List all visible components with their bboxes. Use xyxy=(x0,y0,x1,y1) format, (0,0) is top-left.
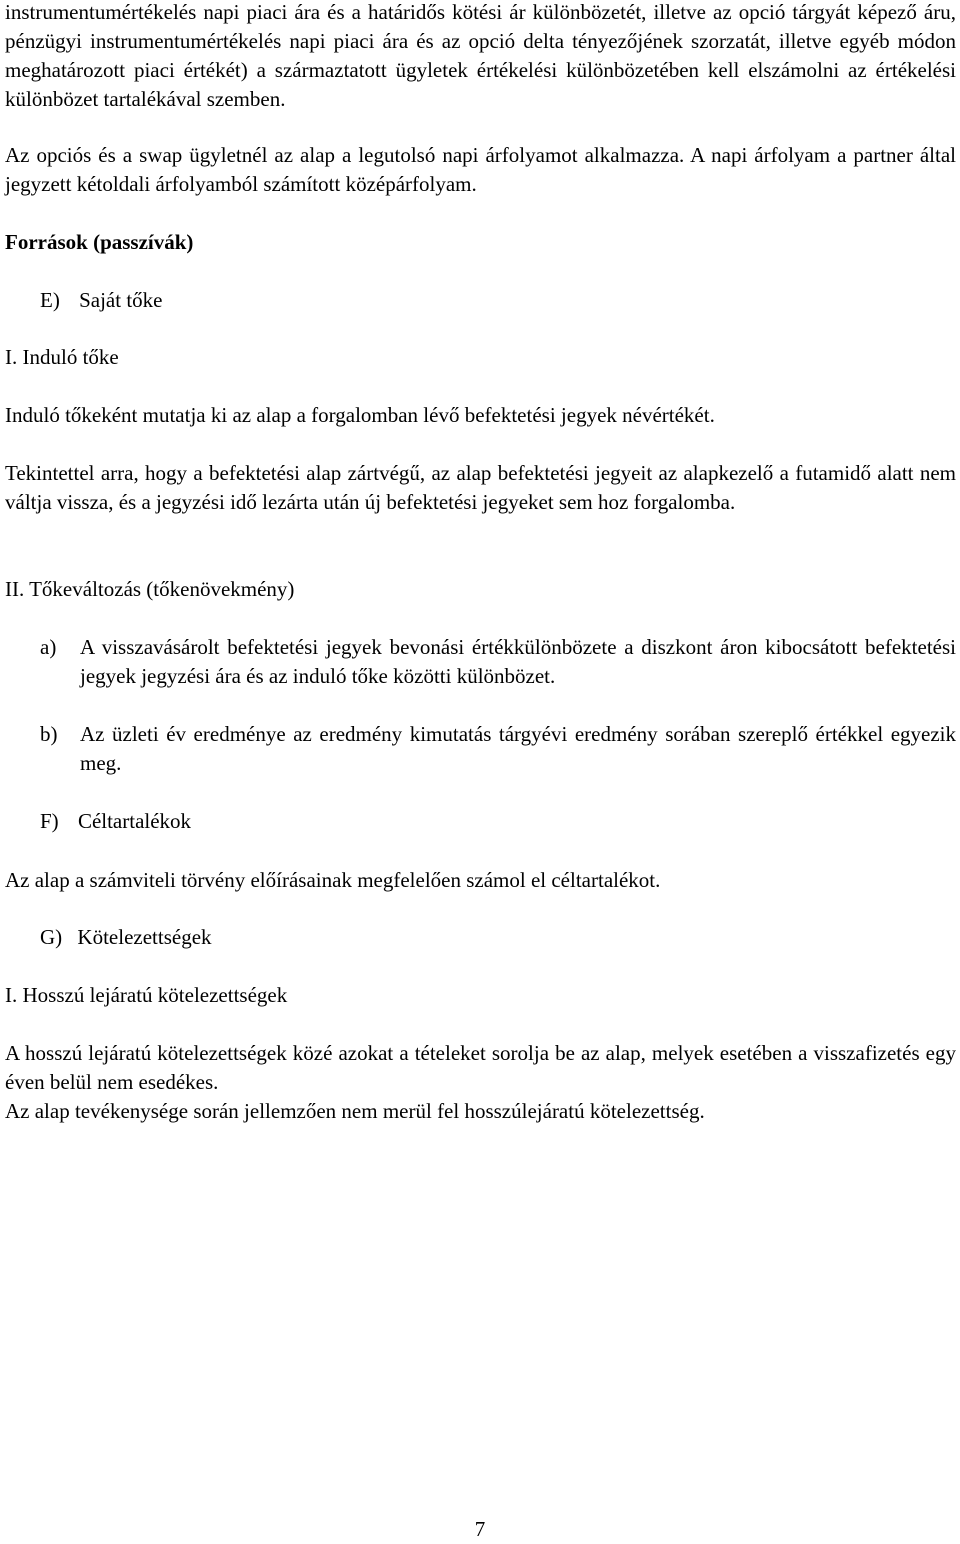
provisions-heading xyxy=(40,807,191,836)
rate-paragraph: Az opciós és a swap ügyletnél az alap a legutolsó napi árfolyamot alkalmazza. A napi árfolyam a partner által jegyzett kétoldali árfolyamból számított középárfolyam. xyxy=(5,143,956,196)
liabilities-marker: G) xyxy=(40,925,63,949)
initial-capital-paragraph: Induló tőkeként mutatja ki az alap a forgalomban lévő befektetési jegyek névértékét. xyxy=(5,403,715,427)
capital-change-heading: II. Tőkeváltozás (tőkenövekmény) xyxy=(5,577,295,601)
longterm-note-paragraph: Az alap tevékenysége során jellemzően nem merül fel hosszúlejáratú kötelezettség. xyxy=(5,1099,705,1123)
closed-end-paragraph: Tekintettel arra, hogy a befektetési alap zártvégű, az alap befektetési jegyeit az alapkezelő a futamidő alatt nem váltja vissza, és a jegyzési idő lezárta után új befektetési jegyeket sem hoz forgalomba. xyxy=(5,461,956,514)
intro-paragraph: instrumentumértékelés napi piaci ára és a határidős kötési ár különbözetét, illetve az opció tárgyát képező áru, pénzügyi instrumentumértékelés napi piaci ára és az opció delta tényezőjének szorzatát, illetve egyéb módon meghatározott piaci értékét) a származtatott ügyletek értékelési különbözetében kell elszámolni az értékelési különbözet tartalékával szemben. xyxy=(5,0,956,111)
provisions-paragraph: Az alap a számviteli törvény előírásainak megfelelően számol el céltartalékot. xyxy=(5,868,661,892)
equity-heading xyxy=(40,286,162,315)
equity-title: Saját tőke xyxy=(79,288,163,312)
list-text-a: A visszavásárolt befektetési jegyek bevonási értékkülönbözete a diszkont áron kibocsátott befektetési jegyek jegyzési ára és az induló tőke közötti különbözet. xyxy=(80,635,956,688)
longterm-heading: I. Hosszú lejáratú kötelezettségek xyxy=(5,983,288,1007)
capital-change-item xyxy=(5,633,956,691)
list-marker-b: b) xyxy=(40,722,58,746)
list-marker-a: a) xyxy=(40,635,57,659)
initial-capital-heading: I. Induló tőke xyxy=(5,345,119,369)
list-item-a xyxy=(5,633,956,691)
list-item-b xyxy=(5,720,956,778)
equity-marker: E) xyxy=(40,288,60,312)
longterm-paragraph: A hosszú lejáratú kötelezettségek közé azokat a tételeket sorolja be az alap, melyek esetében a visszafizetés egy éven belül nem esedékes. xyxy=(5,1041,956,1094)
liabilities-title: Kötelezettségek xyxy=(77,925,212,949)
page-number: 7 xyxy=(474,1517,486,1541)
provisions-marker: F) xyxy=(40,809,59,833)
capital-change-item xyxy=(5,720,956,778)
list-text-b: Az üzleti év eredménye az eredmény kimutatás tárgyévi eredmény sorában szereplő értékkel egyezik meg. xyxy=(80,722,956,775)
sources-heading: Források (passzívák) xyxy=(5,230,194,254)
liabilities-heading xyxy=(40,923,212,952)
provisions-title: Céltartalékok xyxy=(77,809,192,833)
